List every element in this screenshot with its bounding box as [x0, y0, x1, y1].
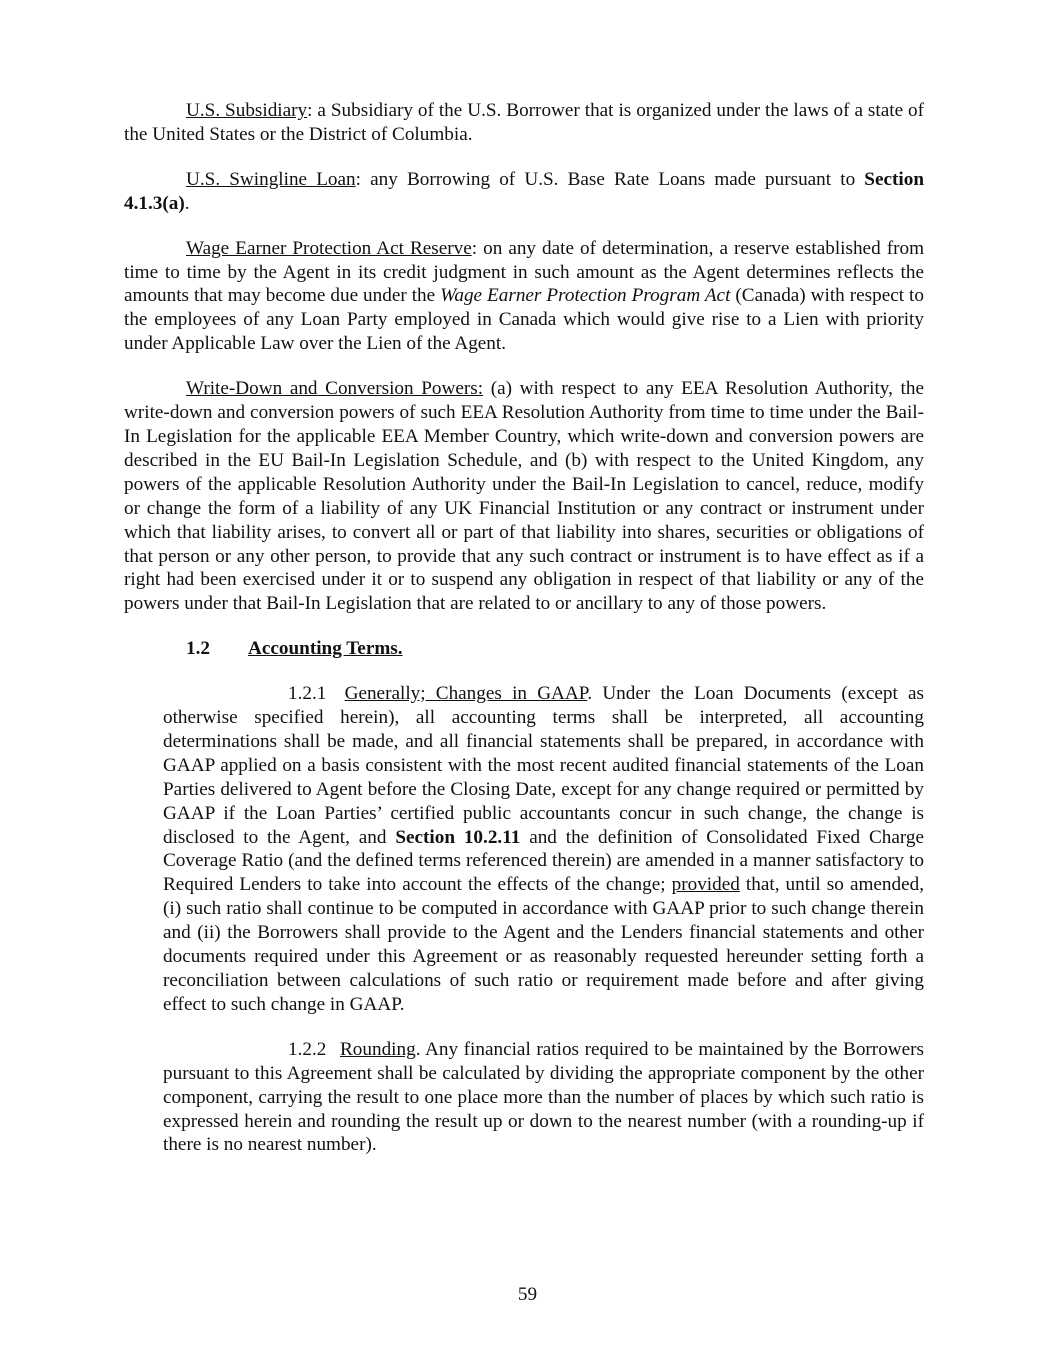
definition-text: (a) with respect to any EEA Resolution Authority, the write-down and conversion powers of such EEA Resolution Authority from time to time under the Bail-In Legislation for the applicable EEA Member Country, which write-down and conversion powers are described in the EU Bail-In Legislation Schedule, and (b) with respect to the United Kingdom, any powers of the applicable Resolution Authority under the Bail-In Legislation to cancel, reduce, modify or change the form of a liability of any UK Financial Institution or any contract or instrument under which that liability arises, to convert all or part of that liability into shares, securities or obligations of that person or any other person, to provide that any such contract or instrument is to have effect as if a right had been exercised under it or to suspend any obligation in respect of that liability or any of the powers under that Bail-In Legislation that are related to or ancillary to any of those powers.: [124, 378, 924, 615]
act-name: Wage Earner Protection Program Act: [440, 285, 731, 307]
subsection-text: and the definition of Consolidated Fixed Charge Coverage Ratio (and the defined terms referenced therein) are amended in a manner satisfactory to Required Lenders to take into account the effects of the change;: [163, 826, 924, 896]
definition-us-subsidiary: [124, 99, 924, 147]
definition-us-swingline-loan: [124, 168, 924, 216]
defined-term: Wage Earner Protection Act Reserve: [186, 237, 472, 259]
subsection-title: Generally; Changes in GAAP: [344, 683, 588, 705]
subsection-title: Rounding: [339, 1038, 416, 1060]
definition-text: : on any date of determination, a reserve established from time to time by the Agent in its credit judgment in such amount as the Agent determines reflects the amounts that may become due under the: [124, 237, 924, 307]
subsection-text: . Under the Loan Documents (except as otherwise specified herein), all accounting terms shall be interpreted, all accounting determinations shall be made, and all financial statements shall be prepared, in accordance with GAAP applied on a basis consistent with the most recent audited financial statements of the Loan Parties delivered to Agent before the Closing Date, except for any change required or permitted by GAAP if the Loan Parties’ certified public accountants concur in such change, the change is disclosed to the Agent, and: [163, 683, 925, 848]
section-reference: Section 4.1.3(a): [124, 168, 924, 214]
definition-wage-earner-reserve: [124, 237, 924, 357]
subsection-text: that, until so amended, (i) such ratio shall continue to be computed in accordance with GAAP prior to such change therein and (ii) the Borrowers shall provide to the Agent and the Lenders financial statements and other documents required under this Agreement or as reasonably requested hereunder setting forth a reconciliation between calculations of such ratio or requirement made before and after giving effect to such change in GAAP.: [163, 874, 924, 1015]
section-heading: [186, 637, 924, 661]
defined-term: U.S. Swingline Loan: [186, 168, 356, 190]
definition-write-down-powers: [124, 377, 924, 616]
section-number: 1.2: [186, 638, 210, 660]
document-page: [124, 99, 924, 1178]
subsection-rounding: [163, 1038, 924, 1158]
proviso-term: provided: [671, 874, 740, 896]
subsection-generally-changes-in-gaap: [163, 682, 924, 1017]
definition-text: : any Borrowing of U.S. Base Rate Loans made pursuant to: [355, 168, 865, 190]
subsection-number: 1.2.1: [288, 683, 327, 705]
subsection-number: 1.2.2: [288, 1038, 327, 1060]
defined-term: Write-Down and Conversion Powers:: [186, 378, 484, 400]
definition-tail: .: [184, 192, 190, 214]
page-number: 59: [517, 1284, 538, 1305]
definition-tail: (Canada) with respect to the employees of any Loan Party employed in Canada which would give rise to a Lien with priority under Applicable Law over the Lien of the Agent.: [124, 285, 924, 355]
section-reference: Section 10.2.11: [395, 826, 521, 848]
defined-term: U.S. Subsidiary: [186, 100, 308, 121]
definition-text: : a Subsidiary of the U.S. Borrower that is organized under the laws of a state of the United States or the District of Columbia.: [124, 100, 925, 145]
subsection-text: . Any financial ratios required to be maintained by the Borrowers pursuant to this Agreement shall be calculated by dividing the appropriate component by the other component, carrying the result to one place more than the number of places by which such ratio is expressed herein and rounding the result up or down to the nearest number (with a rounding-up if there is no nearest number).: [163, 1038, 925, 1156]
section-title: Accounting Terms.: [248, 638, 403, 660]
